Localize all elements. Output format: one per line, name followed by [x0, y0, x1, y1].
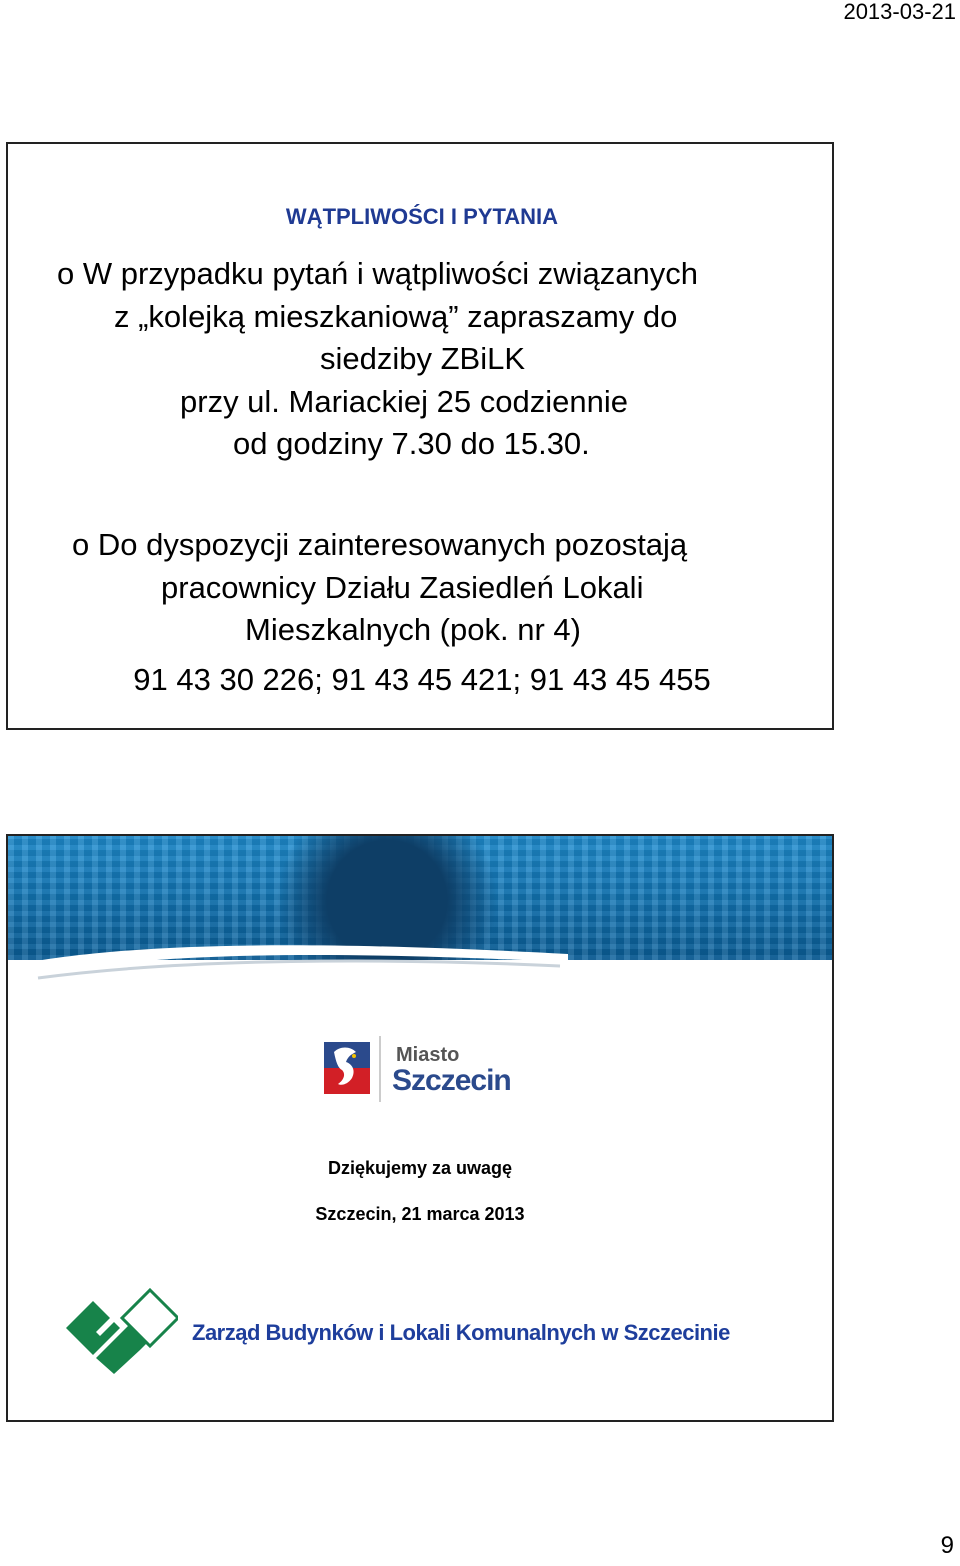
organization-name: Zarząd Budynków i Lokali Komunalnych w Szczecinie: [192, 1320, 730, 1345]
swoosh-decoration: [8, 936, 832, 996]
bullet-line: o Do dyspozycji zainteresowanych pozostają: [72, 527, 688, 562]
zbilk-emblem-icon: [66, 1288, 178, 1374]
logo-word-miasto: Miasto: [396, 1044, 460, 1066]
bullet-marker: o: [57, 256, 75, 291]
bullet-marker: o: [72, 527, 90, 562]
griffin-emblem-icon: [324, 1042, 370, 1094]
bullet-contact-hours: [8, 253, 832, 466]
bullet-line: od godziny 7.30 do 15.30.: [233, 426, 590, 461]
slide-thanks: [6, 834, 834, 1422]
bullet-line: z „kolejką mieszkaniową” zapraszamy do: [114, 298, 678, 334]
place-and-date: Szczecin, 21 marca 2013: [315, 1204, 525, 1224]
phone-numbers: 91 43 30 226; 91 43 45 421; 91 43 45 455: [133, 662, 711, 697]
bullet-line: przy ul. Mariackiej 25 codziennie: [180, 383, 628, 419]
miasto-szczecin-logo: [324, 1036, 530, 1106]
slide-title: WĄTPLIWOŚCI I PYTANIA: [285, 204, 559, 229]
logo-divider: [379, 1036, 381, 1102]
bullet-staff-contact: [8, 524, 832, 652]
bullet-line: siedziby ZBiLK: [320, 341, 526, 376]
bullet-line: pracownicy Działu Zasiedleń Lokali: [161, 569, 644, 605]
bullet-line: o W przypadku pytań i wątpliwości związanych: [57, 256, 698, 291]
slide-questions: [6, 142, 834, 730]
page-number: 9: [940, 1532, 954, 1559]
document-date: 2013-03-21: [843, 0, 956, 24]
thank-you-text: Dziękujemy za uwagę: [327, 1158, 513, 1178]
bullet-line: Mieszkalnych (pok. nr 4): [245, 612, 581, 647]
logo-word-szczecin: Szczecin: [392, 1064, 511, 1097]
